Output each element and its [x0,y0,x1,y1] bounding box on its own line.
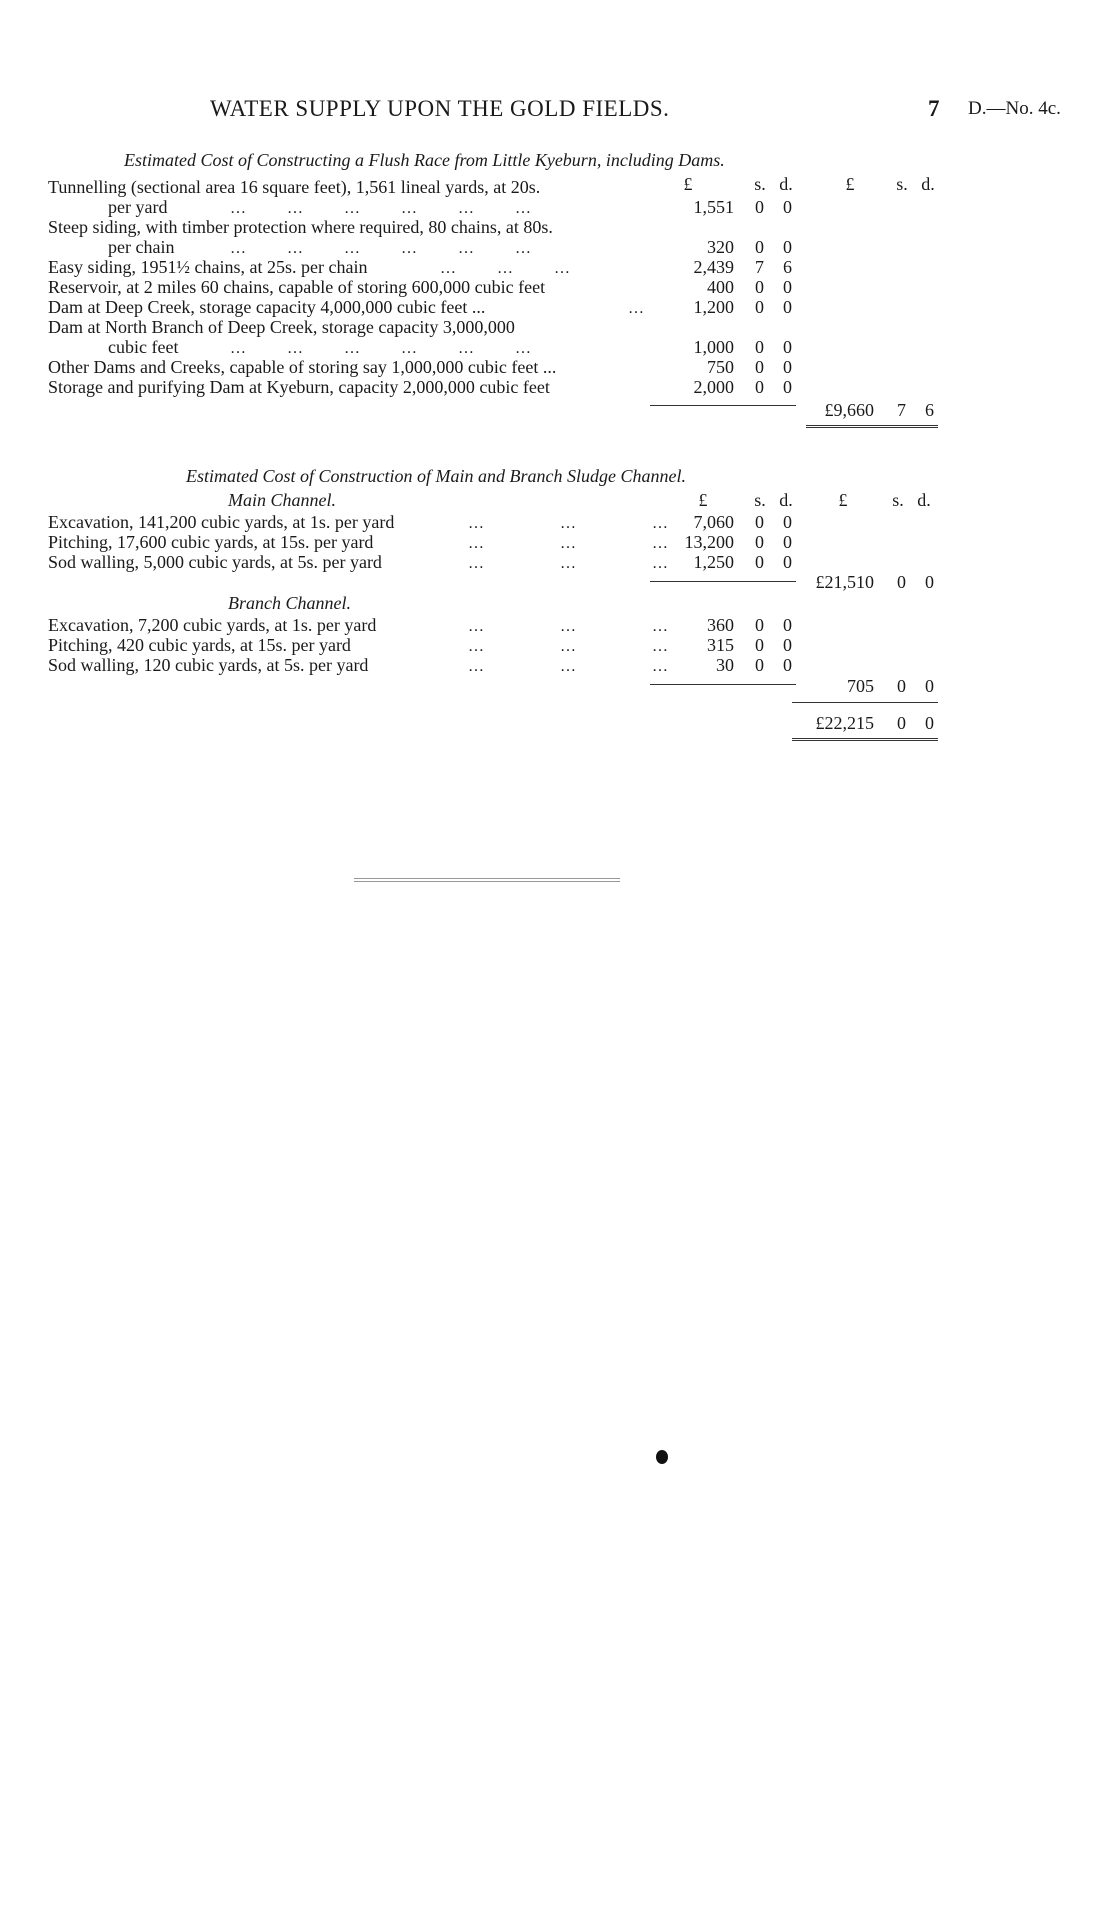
col-head-pounds: £ [683,174,693,194]
amount-pence: 0 [783,297,792,317]
amount-pounds: 315 [707,635,734,655]
col-head-pounds: £ [698,490,708,510]
branch-channel-total-shillings: 0 [897,676,906,696]
branch-item-label: Sod walling, 120 cubic yards, at 5s. per yard [48,655,369,675]
amount-shillings: 0 [755,357,764,377]
total-double-rule [792,738,938,741]
amount-pence: 0 [783,655,792,675]
amount-shillings: 0 [755,532,764,552]
total-double-rule [806,425,938,428]
col-head-shillings-total: s. [896,174,908,194]
line-item-label: cubic feet [108,337,179,357]
leader-dots: … … … [468,658,669,675]
amount-shillings: 0 [755,615,764,635]
line-item-label: Steep siding, with timber protection where required, 80 chains, at 80s. [48,217,553,237]
ink-blot [656,1450,668,1464]
col-head-pounds-total: £ [845,174,855,194]
page-number: 7 [928,96,940,121]
amount-pounds: 360 [707,615,734,635]
amount-pounds: 2,000 [693,377,734,397]
leader-dots: … … … [468,618,669,635]
main-channel-title: Main Channel. [228,490,336,510]
branch-item-label: Pitching, 420 cubic yards, at 15s. per yard [48,635,351,655]
subtotal-rule [650,405,796,406]
main-channel-total-pounds: £21,510 [815,572,874,592]
col-head-shillings-total: s. [892,490,904,510]
amount-pounds: 2,439 [693,257,734,277]
section1-total-pence: 6 [925,400,934,420]
amount-pence: 0 [783,615,792,635]
line-item-label: per chain [108,237,175,257]
main-item-label: Excavation, 141,200 cubic yards, at 1s. per yard [48,512,395,532]
amount-shillings: 0 [755,377,764,397]
amount-shillings: 0 [755,197,764,217]
leader-dots: … … … [468,555,669,572]
grand-total-rule [792,702,938,703]
leader-dots: … … … [468,515,669,532]
main-item-label: Pitching, 17,600 cubic yards, at 15s. per yard [48,532,374,552]
running-title: WATER SUPPLY UPON THE GOLD FIELDS. [210,96,670,121]
main-channel-total-shillings: 0 [897,572,906,592]
amount-pounds: 1,250 [693,552,734,572]
grand-total-pounds: £22,215 [815,713,874,733]
col-head-pence: d. [779,490,793,510]
section1-total-pounds: £9,660 [824,400,874,420]
line-item-label: Reservoir, at 2 miles 60 chains, capable of storing 600,000 cubic feet [48,277,546,297]
line-item-label: per yard [108,197,168,217]
grand-total-pence: 0 [925,713,934,733]
amount-pence: 0 [783,197,792,217]
amount-shillings: 0 [755,337,764,357]
amount-pence: 0 [783,377,792,397]
leader-dots: … [628,300,645,317]
main-item-label: Sod walling, 5,000 cubic yards, at 5s. per yard [48,552,382,572]
amount-shillings: 0 [755,297,764,317]
leader-dots: … … … … … … [230,340,532,357]
amount-pounds: 13,200 [684,532,734,552]
main-channel-total-pence: 0 [925,572,934,592]
branch-item-label: Excavation, 7,200 cubic yards, at 1s. per yard [48,615,377,635]
subtotal-rule [650,684,796,685]
amount-pence: 0 [783,237,792,257]
amount-pence: 0 [783,337,792,357]
amount-pence: 0 [783,532,792,552]
amount-pence: 0 [783,552,792,572]
leader-dots: … … … … … … [230,240,532,257]
amount-shillings: 0 [755,277,764,297]
section2-title: Estimated Cost of Construction of Main and Branch Sludge Channel. [186,466,686,486]
branch-channel-title: Branch Channel. [228,593,351,613]
document-reference: D.—No. 4c. [968,98,1061,119]
col-head-pounds-total: £ [838,490,848,510]
col-head-pence: d. [779,174,793,194]
amount-pence: 0 [783,512,792,532]
line-item-label: Tunnelling (sectional area 16 square feet), 1,561 lineal yards, at 20s. [48,177,541,197]
amount-pounds: 1,200 [693,297,734,317]
amount-shillings: 0 [755,237,764,257]
col-head-pence-total: d. [921,174,935,194]
line-item-label: Storage and purifying Dam at Kyeburn, capacity 2,000,000 cubic feet [48,377,550,397]
amount-pounds: 320 [707,237,734,257]
line-item-label: Other Dams and Creeks, capable of storing say 1,000,000 cubic feet ... [48,357,557,377]
amount-pence: 0 [783,357,792,377]
branch-channel-total-pence: 0 [925,676,934,696]
line-item-label: Dam at Deep Creek, storage capacity 4,000,000 cubic feet ... [48,297,486,317]
amount-pence: 6 [783,257,792,277]
amount-shillings: 0 [755,512,764,532]
amount-pence: 0 [783,277,792,297]
leader-dots: … … … … … … [230,200,532,217]
col-head-shillings: s. [754,490,766,510]
amount-shillings: 0 [755,655,764,675]
amount-pounds: 1,000 [693,337,734,357]
col-head-shillings: s. [754,174,766,194]
col-head-pence-total: d. [917,490,931,510]
amount-shillings: 0 [755,635,764,655]
amount-pounds: 7,060 [693,512,734,532]
amount-pence: 0 [783,635,792,655]
leader-dots: … … … [468,535,669,552]
leader-dots: … … … [440,260,571,277]
section-separator-rule [354,878,620,882]
line-item-label: Easy siding, 1951½ chains, at 25s. per chain [48,257,368,277]
section1-title: Estimated Cost of Constructing a Flush Race from Little Kyeburn, including Dams. [124,150,725,170]
page-header [0,96,1114,126]
leader-dots: … … … [468,638,669,655]
amount-pounds: 30 [716,655,734,675]
section1-total-shillings: 7 [897,400,906,420]
amount-pounds: 750 [707,357,734,377]
amount-pounds: 1,551 [693,197,734,217]
line-item-label: Dam at North Branch of Deep Creek, storage capacity 3,000,000 [48,317,515,337]
amount-shillings: 7 [755,257,764,277]
branch-channel-total-pounds: 705 [847,676,874,696]
subtotal-rule [650,581,796,582]
amount-shillings: 0 [755,552,764,572]
grand-total-shillings: 0 [897,713,906,733]
amount-pounds: 400 [707,277,734,297]
